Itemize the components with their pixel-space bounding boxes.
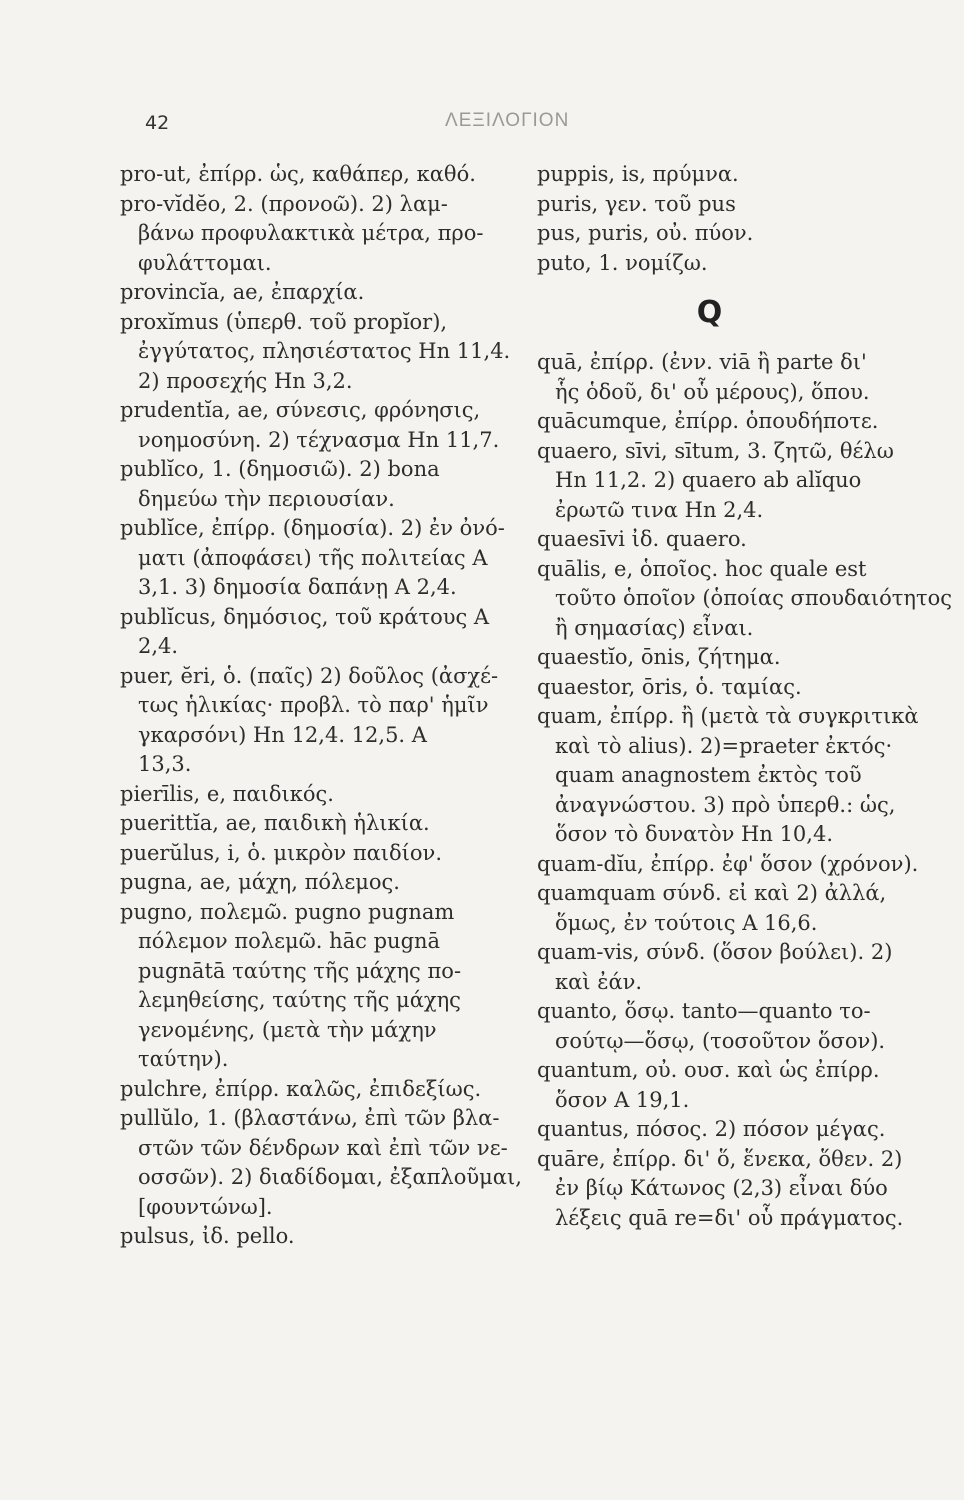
dictionary-line: ἢ σημασίας) εἶναι. — [555, 615, 754, 640]
dictionary-line: pugnātā ταύτης τῆς μάχης πο- — [138, 958, 462, 983]
dictionary-line: ὅσον τὸ δυνατὸν Hn 10,4. — [555, 822, 834, 846]
dictionary-line: quam-vis, σύνδ. (ὅσον βούλει). 2) — [537, 940, 893, 964]
dictionary-line: quācumque, ἐπίρρ. ὁπουδήποτε. — [537, 409, 879, 433]
dictionary-line: καὶ ἐάν. — [555, 969, 643, 994]
dictionary-line: quamquam σύνδ. εἰ καὶ 2) ἀλλά, — [537, 881, 887, 905]
dictionary-line: quā, ἐπίρρ. (ἐνν. viā ἢ parte δι' — [537, 350, 867, 374]
dictionary-line: τως ἡλικίας· προβλ. τὸ παρ' ἡμῖν — [138, 693, 489, 717]
dictionary-line: quanto, ὅσῳ. tanto—quanto το- — [537, 999, 871, 1023]
dictionary-line: στῶν τῶν δένδρων καὶ ἐπὶ τῶν νε- — [138, 1135, 508, 1160]
dictionary-line: pierīlis, e, παιδικός. — [120, 781, 334, 806]
dictionary-line: 2) προσεχής Hn 3,2. — [138, 368, 353, 393]
dictionary-line: proxĭmus (ὑπερθ. τοῦ propĭor), — [120, 309, 448, 334]
dictionary-line: quantum, οὐ. ουσ. καὶ ὡς ἐπίρρ. — [537, 1058, 880, 1082]
dictionary-line: quantus, πόσος. 2) πόσον μέγας. — [537, 1117, 886, 1141]
left-column — [120, 160, 522, 1252]
dictionary-line: quam, ἐπίρρ. ἢ (μετὰ τὰ συγκριτικὰ — [537, 704, 919, 728]
dictionary-line: λέξεις quā re=δι' οὗ πράγματος. — [555, 1205, 904, 1230]
dictionary-line: νοημοσύνη. 2) τέχνασμα Hn 11,7. — [138, 427, 500, 452]
dictionary-line: λεμηθείσης, ταύτης τῆς μάχης — [138, 988, 461, 1012]
dictionary-line: pugno, πολεμῶ. pugno pugnam — [120, 899, 455, 924]
dictionary-line: ὅσον A 19,1. — [555, 1087, 690, 1112]
dictionary-line: quaestor, ōris, ὁ. ταμίας. — [537, 674, 802, 699]
dictionary-line: ἐρωτῶ τινα Hn 2,4. — [555, 497, 764, 522]
dictionary-line: quam anagnostem ἐκτὸς τοῦ — [555, 763, 862, 787]
dictionary-line: quālis, e, ὁποῖος. hoc quale est — [537, 556, 867, 581]
dictionary-line: οσσῶν). 2) διαδίδομαι, ἐξαπλοῦμαι, — [138, 1165, 522, 1189]
section-letter: Q — [696, 295, 723, 330]
right-column — [537, 160, 952, 1233]
right-column-top — [537, 160, 912, 278]
dictionary-line: puppis, is, πρύμνα. — [537, 162, 739, 186]
dictionary-line: prudentĭa, ae, σύνεσις, φρόνησις, — [120, 398, 481, 422]
dictionary-line: ἐν βίῳ Κάτωνος (2,3) εἶναι δύο — [555, 1176, 888, 1200]
dictionary-line: ταύτην). — [138, 1047, 229, 1071]
dictionary-line: publĭcus, δημόσιος, τοῦ κράτους A — [120, 604, 490, 629]
dictionary-line: pulchre, ἐπίρρ. καλῶς, ἐπιδεξίως. — [120, 1076, 482, 1101]
dictionary-line: pus, puris, οὐ. πύον. — [537, 221, 754, 245]
dictionary-line: pro-ut, ἐπίρρ. ὡς, καθάπερ, καθό. — [120, 162, 476, 186]
dictionary-line: καὶ τὸ alius). 2)=praeter ἐκτός· — [555, 733, 893, 758]
dictionary-line: quaesīvi ἰδ. quaero. — [537, 527, 747, 551]
right-column-bottom — [537, 348, 952, 1233]
running-head: ΛΕΞΙΛΟΓΙΟΝ — [445, 110, 570, 131]
dictionary-line: γενομένης, (μετὰ τὴν μάχην — [138, 1017, 437, 1042]
dictionary-line: puerŭlus, i, ὁ. μικρὸν παιδίον. — [120, 840, 443, 865]
dictionary-line: quaestĭo, ōnis, ζήτημα. — [537, 645, 781, 669]
dictionary-line: quāre, ἐπίρρ. δι' ὅ, ἕνεκα, ὅθεν. 2) — [537, 1146, 903, 1171]
dictionary-line: publĭco, 1. (δημοσιῶ). 2) bona — [120, 457, 440, 481]
dictionary-line: ὅμως, ἐν τούτοις A 16,6. — [555, 910, 818, 935]
dictionary-line: puer, ĕri, ὁ. (παῖς) 2) δοῦλος (ἀσχέ- — [120, 663, 499, 688]
dictionary-line: quaero, sīvi, sītum, 3. ζητῶ, θέλω — [537, 438, 894, 463]
dictionary-line: ματι (ἀποφάσει) τῆς πολιτείας A — [138, 545, 488, 570]
dictionary-line: τοῦτο ὁποῖον (ὁποίας σπουδαιότητος — [555, 586, 952, 610]
dictionary-line: βάνω προφυλακτικὰ μέτρα, προ- — [138, 221, 484, 245]
dictionary-line: puto, 1. νομίζω. — [537, 250, 708, 275]
dictionary-line: [φουντώνω]. — [138, 1194, 273, 1219]
dictionary-line: δημεύω τὴν περιουσίαν. — [138, 486, 395, 511]
dictionary-line: 13,3. — [138, 752, 192, 776]
dictionary-line: πόλεμον πολεμῶ. hāc pugnā — [138, 929, 441, 953]
dictionary-line: ἐγγύτατος, πλησιέστατος Hn 11,4. — [138, 339, 511, 363]
dictionary-line: pugna, ae, μάχη, πόλεμος. — [120, 870, 400, 894]
dictionary-line: publĭce, ἐπίρρ. (δημοσία). 2) ἐν ὀνό- — [120, 516, 505, 540]
dictionary-line: Hn 11,2. 2) quaero ab alĭquo — [555, 468, 862, 492]
dictionary-line: γκαρσόνι) Hn 12,4. 12,5. A — [138, 722, 427, 747]
dictionary-line: puerittĭa, ae, παιδικὴ ἡλικία. — [120, 811, 430, 835]
dictionary-line: φυλάττομαι. — [138, 250, 272, 275]
dictionary-line: ἧς ὁδοῦ, δι' οὗ μέρους), ὅπου. — [555, 379, 870, 404]
page-number: 42 — [145, 112, 170, 134]
dictionary-line: quam-dĭu, ἐπίρρ. ἐφ' ὅσον (χρόνον). — [537, 851, 919, 876]
dictionary-line: pullŭlo, 1. (βλαστάνω, ἐπὶ τῶν βλα- — [120, 1106, 500, 1130]
dictionary-line: puris, γεν. τοῦ pus — [537, 191, 736, 216]
dictionary-line: ἀναγνώστου. 3) πρὸ ὑπερθ.: ὡς, — [555, 792, 896, 817]
dictionary-line: pro-vĭdĕo, 2. (προνοῶ). 2) λαμ- — [120, 191, 448, 216]
dictionary-line: provincĭa, ae, ἐπαρχία. — [120, 280, 365, 304]
dictionary-line: 2,4. — [138, 634, 179, 658]
dictionary-line: pulsus, ἰδ. pello. — [120, 1224, 295, 1248]
dictionary-line: σούτῳ—ὅσῳ, (τοσοῦτον ὅσον). — [555, 1028, 886, 1053]
dictionary-line: 3,1. 3) δημοσία δαπάνῃ A 2,4. — [138, 575, 457, 599]
